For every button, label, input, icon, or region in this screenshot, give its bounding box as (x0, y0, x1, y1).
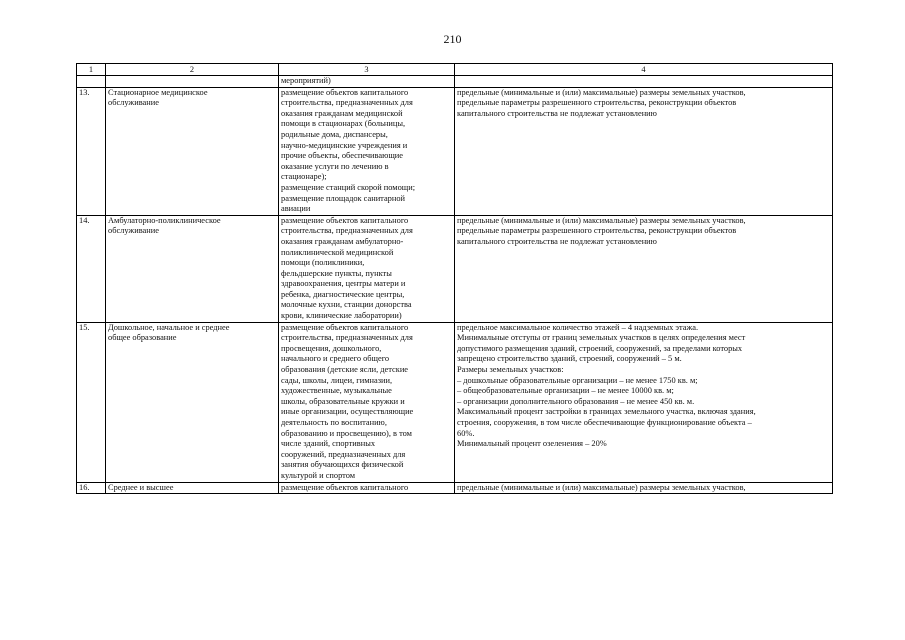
table-row (77, 215, 833, 322)
row-number: 15. (77, 322, 106, 482)
header-cell: 2 (106, 64, 279, 76)
row-number: 14. (77, 215, 106, 322)
use-parameters: предельные (минимальные и (или) максимальные) размеры земельных участков, предельные параметры разрешенного строительства, реконструкции объектов капитального строительства не подлежат установлению (455, 87, 833, 215)
use-parameters: предельное максимальное количество этажей – 4 надземных этажа. Минимальные отступы от границ земельных участков в целях определения мест допустимого размещения зданий, строений, сооружений, за пределами которых запрещено строительство зданий, строений, сооружений – 5 м. Размеры земельных участков: – дошкольные образовательные организации – не менее 1750 кв. м; – общеобразовательные организации – не менее 10000 кв. м; – организации дополнительного образования – не менее 450 кв. м. Максимальный процент застройки в границах земельного участка, включая здания, строения, сооружения, в том числе обеспечивающие функционирование объекта – 60%. Минимальный процент озеленения – 20% (455, 322, 833, 482)
table-row (77, 87, 833, 215)
header-cell: 4 (455, 64, 833, 76)
use-parameters: предельные (минимальные и (или) максимальные) размеры земельных участков, предельные параметры разрешенного строительства, реконструкции объектов капитального строительства не подлежат установлению (455, 215, 833, 322)
table-row (77, 322, 833, 482)
table-row (77, 76, 833, 88)
use-description: размещение объектов капитального (279, 482, 455, 494)
header-cell: 3 (279, 64, 455, 76)
use-parameters: предельные (минимальные и (или) максимальные) размеры земельных участков, (455, 482, 833, 494)
page-number: 210 (443, 32, 462, 46)
use-description: размещение объектов капитального строительства, предназначенных для оказания гражданам амбулаторно- поликлинической медицинской помощи (поликлиники, фельдшерские пункты, пункты здравоохранения, центры матери и ребенка, диагностические центры, молочные кухни, станции донорства крови, клинические лаборатории) (279, 215, 455, 322)
row-number: 13. (77, 87, 106, 215)
use-parameters (455, 76, 833, 88)
use-name: Амбулаторно-поликлиническое обслуживание (106, 215, 279, 322)
use-name (106, 76, 279, 88)
table-row (77, 482, 833, 494)
use-description: мероприятий) (279, 76, 455, 88)
row-number: 16. (77, 482, 106, 494)
row-number (77, 76, 106, 88)
header-cell: 1 (77, 64, 106, 76)
use-name: Среднее и высшее (106, 482, 279, 494)
use-name: Дошкольное, начальное и среднее общее образование (106, 322, 279, 482)
use-description: размещение объектов капитального строительства, предназначенных для оказания гражданам медицинской помощи в стационарах (больницы, родильные дома, диспансеры, научно-медицинские учреждения и прочие объекты, обеспечивающие оказание услуги по лечению в стационаре); размещение станций скорой помощи; размещение площадок санитарной авиации (279, 87, 455, 215)
zoning-table (76, 63, 833, 494)
use-description: размещение объектов капитального строительства, предназначенных для просвещения, дошкольного, начального и среднего общего образования (детские ясли, детские сады, школы, лицеи, гимназии, художественные, музыкальные школы, образовательные кружки и иные организации, осуществляющие деятельность по воспитанию, образованию и просвещению), в том числе зданий, спортивных сооружений, предназначенных для занятия обучающихся физической культурой и спортом (279, 322, 455, 482)
use-name: Стационарное медицинское обслуживание (106, 87, 279, 215)
table-header-row (77, 64, 833, 76)
